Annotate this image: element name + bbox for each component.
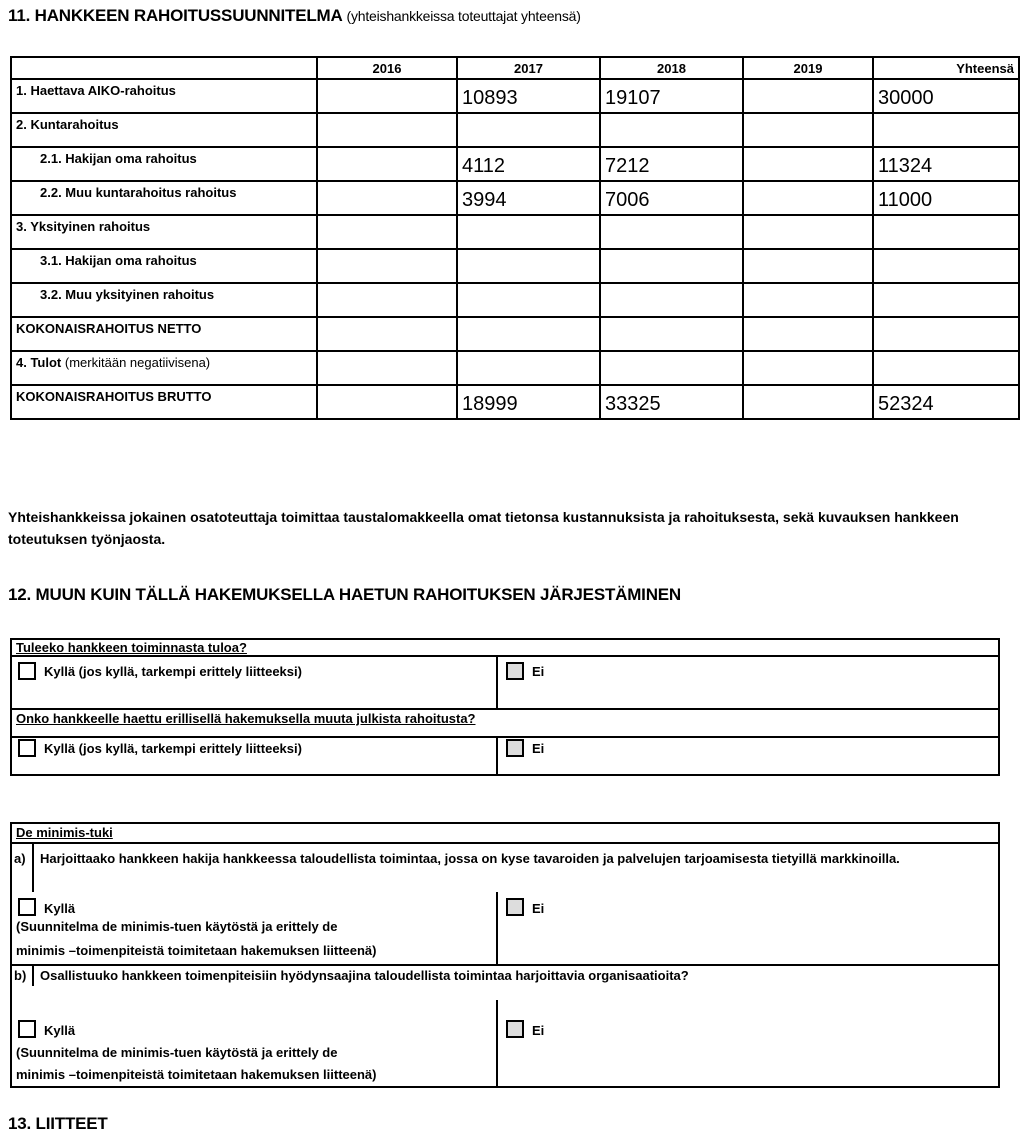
row-label: 3.1. Hakijan oma rahoitus (11, 249, 317, 283)
value-cell[interactable]: 19107 (600, 79, 743, 113)
value-cell[interactable]: 7212 (600, 147, 743, 181)
section-13-title: 13. LIITTEET (8, 1114, 108, 1133)
row-label: 2.1. Hakijan oma rahoitus (11, 147, 317, 181)
de-minimis-a-yes-note-1: (Suunnitelma de minimis-tuen käytöstä ja erittely de (16, 919, 338, 934)
value-cell[interactable] (743, 283, 873, 317)
value-cell[interactable]: 11000 (873, 181, 1019, 215)
value-cell[interactable] (317, 79, 457, 113)
value-cell[interactable] (317, 181, 457, 215)
table-row (11, 385, 1019, 419)
value-cell[interactable] (743, 249, 873, 283)
value-cell[interactable] (317, 385, 457, 419)
de-minimis-a-marker: a) (14, 851, 26, 866)
table-row (11, 351, 1019, 385)
question-public-funding: Onko hankkeelle haettu erillisellä hakemuksella muuta julkista rahoitusta? (16, 711, 476, 726)
value-cell[interactable] (743, 147, 873, 181)
table-row (11, 317, 1019, 351)
value-cell[interactable]: 3994 (457, 181, 600, 215)
value-cell[interactable] (457, 215, 600, 249)
table-row (11, 215, 1019, 249)
value-cell[interactable] (873, 249, 1019, 283)
section-12-title: 12. MUUN KUIN TÄLLÄ HAKEMUKSELLA HAETUN RAHOITUKSEN JÄRJESTÄMINEN (8, 585, 682, 604)
column-header: 2018 (600, 57, 743, 79)
row-label: KOKONAISRAHOITUS NETTO (11, 317, 317, 351)
section-11-subtitle: (yhteishankkeissa toteuttajat yhteensä) (346, 8, 581, 24)
column-header: 2019 (743, 57, 873, 79)
value-cell[interactable] (873, 351, 1019, 385)
question-income: Tuleeko hankkeen toiminnasta tuloa? (16, 640, 247, 655)
section-11-title: 11. HANKKEEN RAHOITUSSUUNNITELMA (8, 6, 342, 25)
row-label: 2.2. Muu kuntarahoitus rahoitus (11, 181, 317, 215)
value-cell[interactable] (457, 283, 600, 317)
value-cell[interactable]: 10893 (457, 79, 600, 113)
value-cell[interactable]: 11324 (873, 147, 1019, 181)
income-yes-checkbox[interactable] (18, 662, 36, 680)
value-cell[interactable] (600, 113, 743, 147)
income-no-checkbox[interactable] (506, 662, 524, 680)
value-cell[interactable] (600, 317, 743, 351)
value-cell[interactable] (457, 317, 600, 351)
value-cell[interactable] (873, 283, 1019, 317)
row-label-note: (merkitään negatiivisena) (64, 355, 211, 370)
de-minimis-a-yes-checkbox[interactable] (18, 898, 36, 916)
public-funding-no-checkbox[interactable] (506, 739, 524, 757)
value-cell[interactable]: 18999 (457, 385, 600, 419)
public-funding-no-label: Ei (532, 741, 545, 756)
table-header-row (11, 57, 1019, 79)
de-minimis-a-no-label: Ei (532, 901, 545, 916)
row-label: 1. Haettava AIKO-rahoitus (11, 79, 317, 113)
column-header (11, 57, 317, 79)
row-label: 3.2. Muu yksityinen rahoitus (11, 283, 317, 317)
value-cell[interactable] (873, 113, 1019, 147)
value-cell[interactable] (873, 317, 1019, 351)
value-cell[interactable] (743, 181, 873, 215)
de-minimis-b-yes-checkbox[interactable] (18, 1020, 36, 1038)
row-label: KOKONAISRAHOITUS BRUTTO (11, 385, 317, 419)
value-cell[interactable]: 7006 (600, 181, 743, 215)
column-header: 2016 (317, 57, 457, 79)
section-11-heading (8, 6, 581, 26)
value-cell[interactable] (743, 385, 873, 419)
value-cell[interactable] (317, 283, 457, 317)
column-header: Yhteensä (873, 57, 1019, 79)
de-minimis-b-yes-note-1: (Suunnitelma de minimis-tuen käytöstä ja erittely de (16, 1045, 338, 1060)
value-cell[interactable] (743, 79, 873, 113)
value-cell[interactable]: 33325 (600, 385, 743, 419)
value-cell[interactable] (457, 249, 600, 283)
value-cell[interactable] (457, 351, 600, 385)
value-cell[interactable] (600, 249, 743, 283)
value-cell[interactable]: 30000 (873, 79, 1019, 113)
public-funding-yes-label: Kyllä (jos kyllä, tarkempi erittely liitteeksi) (44, 741, 302, 756)
table-row (11, 181, 1019, 215)
de-minimis-b-no-label: Ei (532, 1023, 545, 1038)
de-minimis-a-yes-label: Kyllä (44, 901, 76, 916)
income-no-label: Ei (532, 664, 545, 679)
table-row (11, 249, 1019, 283)
joint-project-note: Yhteishankkeissa jokainen osatoteuttaja toimittaa taustalomakkeella omat tietonsa kustannuksista ja rahoituksesta, sekä kuvauksen hankkeen toteutuksen työnjaosta. (8, 509, 959, 547)
row-label: 4. Tulot (merkitään negatiivisena) (11, 351, 317, 385)
value-cell[interactable] (743, 215, 873, 249)
table-row (11, 79, 1019, 113)
value-cell[interactable]: 4112 (457, 147, 600, 181)
financing-table (10, 56, 1020, 420)
value-cell[interactable] (317, 317, 457, 351)
table-row (11, 113, 1019, 147)
table-row (11, 283, 1019, 317)
de-minimis-b-yes-label: Kyllä (44, 1023, 76, 1038)
value-cell[interactable] (317, 113, 457, 147)
de-minimis-a-yes-note-2: minimis –toimenpiteistä toimitetaan hakemuksen liitteenä) (16, 943, 377, 958)
value-cell[interactable] (317, 215, 457, 249)
value-cell[interactable] (743, 317, 873, 351)
de-minimis-b-text: Osallistuuko hankkeen toimenpiteisiin hyödynsaajina taloudellista toimintaa harjoittavia organisaatioita? (40, 968, 689, 983)
de-minimis-title: De minimis-tuki (16, 825, 113, 840)
de-minimis-a-text: Harjoittaako hankkeen hakija hankkeessa taloudellista toimintaa, jossa on kyse tavaroiden ja palvelujen tarjoamisesta tietyillä markkinoilla. (40, 851, 900, 866)
table-row (11, 147, 1019, 181)
value-cell[interactable] (873, 215, 1019, 249)
public-funding-yes-checkbox[interactable] (18, 739, 36, 757)
column-header: 2017 (457, 57, 600, 79)
income-yes-label: Kyllä (jos kyllä, tarkempi erittely liitteeksi) (44, 664, 302, 679)
value-cell[interactable] (317, 147, 457, 181)
de-minimis-b-no-checkbox[interactable] (506, 1020, 524, 1038)
value-cell[interactable] (600, 283, 743, 317)
row-label: 3. Yksityinen rahoitus (11, 215, 317, 249)
value-cell[interactable]: 52324 (873, 385, 1019, 419)
value-cell[interactable] (743, 351, 873, 385)
value-cell[interactable] (317, 249, 457, 283)
value-cell[interactable] (457, 113, 600, 147)
value-cell[interactable] (600, 351, 743, 385)
de-minimis-b-yes-note-2: minimis –toimenpiteistä toimitetaan hakemuksen liitteenä) (16, 1067, 377, 1082)
de-minimis-a-no-checkbox[interactable] (506, 898, 524, 916)
value-cell[interactable] (317, 351, 457, 385)
value-cell[interactable] (743, 113, 873, 147)
row-label: 2. Kuntarahoitus (11, 113, 317, 147)
value-cell[interactable] (600, 215, 743, 249)
de-minimis-b-marker: b) (14, 968, 27, 983)
